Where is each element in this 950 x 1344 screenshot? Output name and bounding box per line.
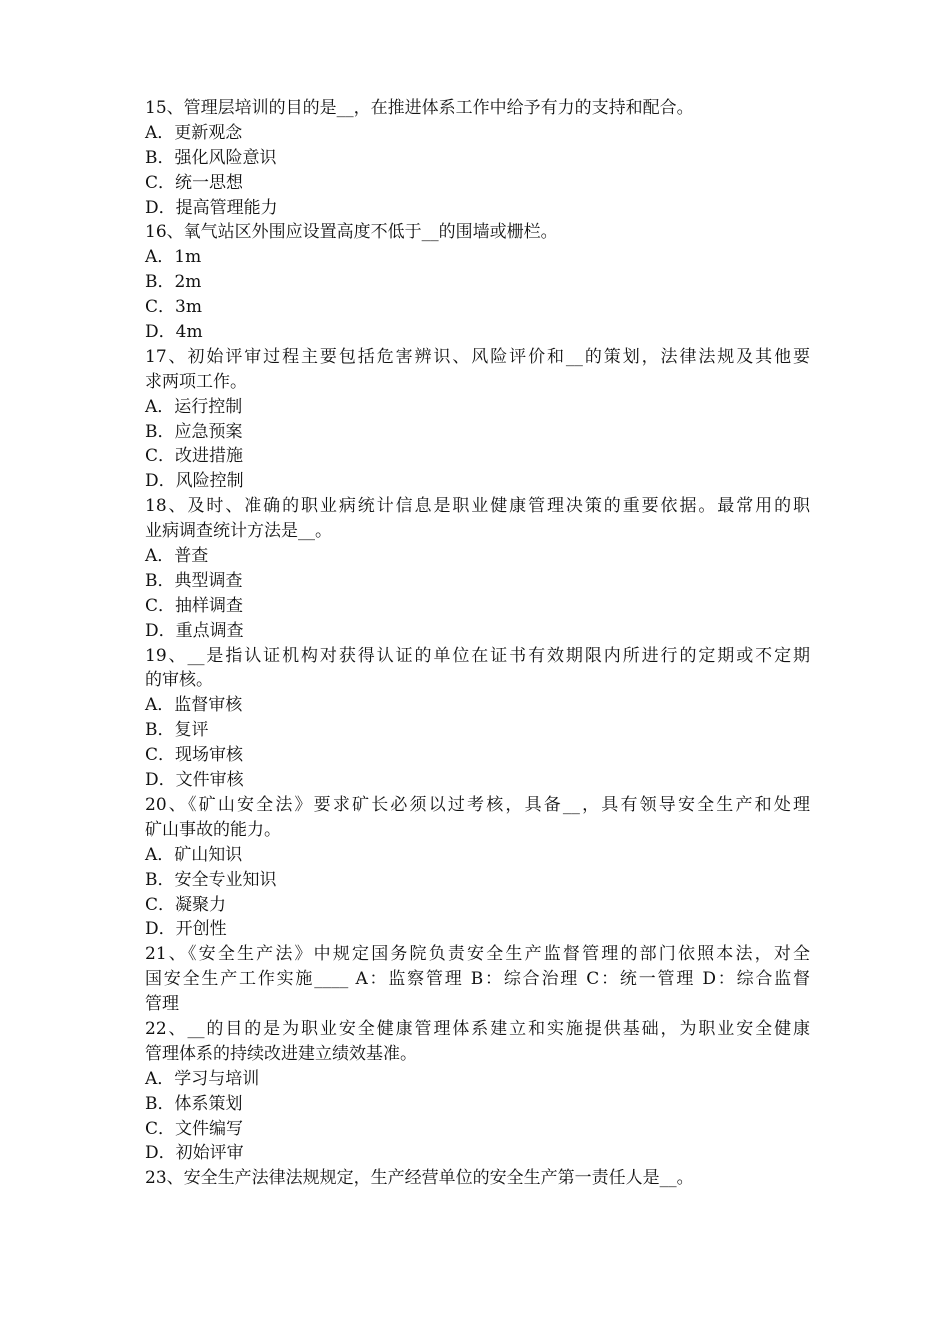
document-page	[145, 96, 810, 1191]
text-line: 17、初始评审过程主要包括危害辨识、风险评价和__的策划，法律法规及其他要	[145, 346, 810, 367]
text-line: 23、安全生产法律法规规定，生产经营单位的安全生产第一责任人是__。	[145, 1168, 694, 1189]
text-line: D．重点调查	[145, 620, 244, 641]
text-line: 21、《安全生产法》中规定国务院负责安全生产监督管理的部门依照本法，对全	[145, 944, 810, 965]
text-line: 18、及时、准确的职业病统计信息是职业健康管理决策的重要依据。最常用的职	[145, 496, 810, 517]
text-line: A．监督审核	[145, 695, 243, 716]
text-line: 管理	[145, 994, 179, 1015]
text-line: A．矿山知识	[145, 844, 243, 865]
text-line: 16、氧气站区外围应设置高度不低于__的围墙或栅栏。	[145, 222, 558, 243]
text-line: C．改进措施	[145, 446, 244, 467]
text-line: A．更新观念	[145, 122, 243, 143]
text-line: D．提高管理能力	[145, 197, 278, 218]
text-line: D．文件审核	[145, 770, 244, 791]
text-line: C．3m	[145, 297, 202, 318]
text-line: C．文件编写	[145, 1118, 244, 1139]
text-line: 求两项工作。	[145, 371, 247, 392]
text-line: B．复评	[145, 720, 209, 741]
text-line: 矿山事故的能力。	[145, 819, 281, 840]
text-line: B．2m	[145, 272, 202, 293]
text-line: 业病调查统计方法是__。	[145, 521, 332, 542]
text-line: 的审核。	[145, 670, 213, 691]
text-line: A．1m	[145, 247, 202, 268]
text-line: 19、__是指认证机构对获得认证的单位在证书有效期限内所进行的定期或不定期	[145, 645, 810, 666]
text-line: 国安全生产工作实施____ A：监察管理 B：综合治理 C：统一管理 D：综合监督	[145, 969, 810, 990]
text-line: D．初始评审	[145, 1143, 244, 1164]
text-line: D．开创性	[145, 919, 227, 940]
text-line: C．凝聚力	[145, 894, 227, 915]
text-line: 20、《矿山安全法》要求矿长必须以过考核，具备__，具有领导安全生产和处理	[145, 794, 810, 815]
text-line: A．运行控制	[145, 396, 243, 417]
text-line: D．4m	[145, 322, 203, 343]
text-line: B．安全专业知识	[145, 869, 277, 890]
text-line: C．统一思想	[145, 172, 244, 193]
text-line: B．应急预案	[145, 421, 243, 442]
text-line: C．抽样调查	[145, 595, 244, 616]
text-line: 管理体系的持续改进建立绩效基准。	[145, 1043, 417, 1064]
text-line: B．体系策划	[145, 1093, 243, 1114]
text-line: 15、管理层培训的目的是__，在推进体系工作中给予有力的支持和配合。	[145, 98, 694, 118]
text-line: D．风险控制	[145, 471, 244, 492]
text-line: A．学习与培训	[145, 1068, 260, 1089]
text-line: B．强化风险意识	[145, 147, 277, 168]
text-line: C．现场审核	[145, 745, 244, 766]
text-line: B．典型调查	[145, 570, 243, 591]
text-line: A．普查	[145, 546, 209, 567]
text-line: 22、__的目的是为职业安全健康管理体系建立和实施提供基础，为职业安全健康	[145, 1018, 810, 1039]
